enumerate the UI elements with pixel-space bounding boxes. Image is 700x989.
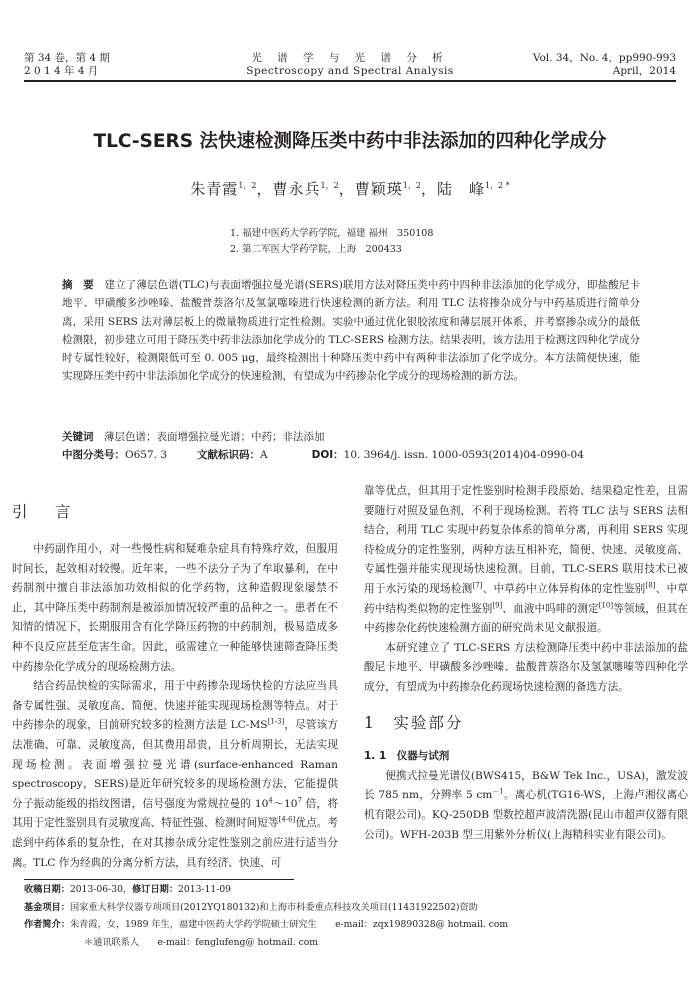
journal-name: [200, 52, 500, 78]
classification: [62, 446, 584, 464]
received-label: 收稿日期：: [24, 884, 70, 895]
affiliation-2: 2. 第二军医大学药学院，上海 200433: [230, 244, 402, 255]
affiliations: [230, 226, 433, 258]
citation: [4-6]: [278, 815, 296, 824]
text-run: 结合药品快检的实际需求，用于中药掺杂现场快检的方法应当具备专属性强、灵敏度高、简便、快速并能实现现场检测等特点。对于中药掺杂的现象，目前研究较多的检测方法是 LC-MS: [12, 680, 338, 732]
section-title: 实验部分: [393, 713, 464, 732]
abstract-label: 摘 要: [62, 279, 94, 291]
intro-paragraph-4: 本研究建立了 TLC-SERS 方法检测降压类中药中非法添加的盐酸尼卡地平、甲磺酸多沙唑嗪、盐酸普萘洛尔及氢氯噻嗪等四种化学成分，有望成为中药掺杂化药现场快速检测的备选方法。: [364, 641, 688, 693]
exponent: 7: [297, 796, 302, 805]
author-affiliation-mark: 1，2: [238, 181, 257, 190]
footnote-author-bio: [24, 916, 508, 934]
date-en: April，2014: [612, 65, 676, 77]
footnotes: [24, 881, 508, 951]
section-heading-experimental: [364, 714, 688, 734]
text-run: 优点。考虑到中药体系的复杂性，在对其掺杂成分定性鉴别之前应进行适当分离。TLC 作为经典的分离分析方法，具有经济、快速、可: [12, 817, 339, 869]
instruments-paragraph: [364, 767, 688, 845]
text-run: 便携式拉曼光谱仪(BWS415，B&W Tek Inc.，USA)，激发波长 785 nm，分辨率 5 cm: [364, 769, 688, 802]
footnote-dates: [24, 881, 508, 899]
intro-paragraph-3: [364, 482, 688, 639]
text-run: 倍，将其用于定性鉴别具有灵敏度高、特征性强、检测时间短等: [12, 797, 338, 830]
revised-date: 2013-11-09: [178, 884, 232, 895]
text-run: 、中草药中立体异构体的定性鉴别: [482, 582, 646, 595]
doc-code-label: 文献标识码：: [197, 449, 261, 461]
journal-volume-issue: [24, 52, 110, 78]
author-name: 曹颖瑛: [354, 180, 403, 198]
subsection-number: 1. 1: [364, 750, 387, 763]
header-rule: [24, 80, 676, 82]
journal-name-en: Spectroscopy and Spectral Analysis: [246, 65, 454, 77]
citation: [10]: [598, 601, 614, 610]
journal-pages: [533, 52, 676, 78]
intro-paragraph-1: 中药副作用小，对一些慢性病和疑难杂症具有特殊疗效，但服用时间长，起效相对较慢。近年来，一些不法分子为了牟取暴利，在中药制剂中擅自非法添加功效相似的化学药物，这种造假现象屡禁不止，其中降压类中药制剂是被添加情况较严重的品种之一。患者在不知情的情况下，长期服用含有化学降压药物的中药制剂，极易造成多种不良反应甚至危害生命。因此，亟需建立一种能够快速筛查降压类中药掺杂化学成分的现场检测方法。: [12, 543, 338, 673]
date-cn: 2 0 1 4 年 4 月: [24, 65, 99, 77]
left-column: [12, 540, 338, 873]
text-run: 。离心机(TG16-WS，上海卢湘仪离心机有限公司)。KQ-250DB 型数控超声波清洗器(昆山市超声仪器有限公司)。WFH-203B 型三用紫外分析仪(上海精科实业有限公司)。: [364, 789, 688, 841]
text-run: ～10: [272, 797, 298, 810]
author-name: 朱青霞: [190, 180, 239, 198]
footnote-rule: [24, 879, 294, 880]
doi-value: 10. 3964/j. issn. 1000-0593(2014)04-0990-04: [343, 449, 584, 461]
author-name: 曹永兵: [272, 180, 321, 198]
bio-text: 朱青霞，女，1989 年生，福建中医药大学药学院硕士研究生 e-mail：zqx19890328@ hotmail. com: [69, 919, 509, 930]
exponent: 4: [268, 796, 273, 805]
footnote-corresponding: ＊通讯联系人 e-mail：fenglufeng@ hotmail. com: [84, 936, 318, 948]
abstract: [62, 276, 640, 386]
text-run: 靠等优点，但其用于定性鉴别时检测手段原始、结果稳定性差，且需要随行对照及显色剂，不利于现场检测。若将 TLC 法与 SERS 法相结合，利用 TLC 实现中药复杂体系的简单分离，再利用 SERS 实现待检成分的定性鉴别，两种方法互相补充，简便、快速、灵敏度高、专属性强并能实现现场快速检测。目前，TLC-SERS 联用技术已被用于水污染的现场检测: [364, 485, 688, 595]
funding-text: 国家重大科学仪器专项项目(2012YQ180132)和上海市科委重点科技攻关项目(11431922502)资助: [69, 901, 478, 913]
bio-label: 作者简介：: [24, 919, 70, 930]
citation: [7]: [472, 581, 483, 590]
received-date: 2013-06-30，: [69, 884, 133, 895]
affiliation-1: 1. 福建中医药大学药学院，福建 福州 350108: [230, 228, 434, 239]
volume-pages-en: Vol. 34，No. 4，pp990-993: [532, 52, 676, 64]
citation: [9]: [492, 601, 503, 610]
revised-label: 修订日期：: [132, 884, 179, 895]
doi-label: DOI：: [311, 449, 344, 461]
citation: [8]: [645, 581, 656, 590]
subsection-title: 仪器与试剂: [396, 750, 450, 763]
paper-title: TLC-SERS 法快速检测降压类中药中非法添加的四种化学成分: [93, 131, 607, 152]
keywords-text: 薄层色谱；表面增强拉曼光谱；中药；非法添加: [104, 431, 325, 443]
doc-code-value: A: [260, 449, 268, 461]
text-run: 等领域，但其在中药掺杂化药快速检测方面的研究尚未见文献报道。: [364, 602, 689, 635]
author-affiliation-mark: 1，2: [402, 181, 421, 190]
section-number: 1: [364, 713, 376, 732]
exponent: －1: [492, 787, 504, 796]
author-list: 朱青霞$^{1,2}$，曹永兵$^{1,2}$，曹颖瑛$^{1,2}$，陆 峰$^{1,2 *}$: [190, 180, 510, 198]
author-name: 陆 峰: [436, 180, 485, 198]
clc-label: 中图分类号：: [62, 449, 125, 461]
right-column: [364, 482, 688, 845]
intro-paragraph-2: [12, 677, 338, 873]
subsection-heading: [364, 747, 688, 767]
author-affiliation-mark: 1，2: [320, 181, 339, 190]
text-run: ，尽管该方法准确、可靠、灵敏度高，但其费用昂贵，且分析周期长，无法实现现场检测。表面增强拉曼光谱(surface-enhanced Raman spectroscopy，SERS)是近年研究较多的现场检测方法，它能提供分子振动能级的指纹图谱，信号强度为常规拉曼的 10: [12, 719, 338, 810]
volume-issue-cn: 第 34 卷，第 4 期: [24, 52, 110, 64]
abstract-text: 建立了薄层色谱(TLC)与表面增强拉曼光谱(SERS)联用方法对降压类中药中四种非法添加的化学成分，即盐酸尼卡地平、甲磺酸多沙唑嗪、盐酸普萘洛尔及氢氯噻嗪进行快速检测的新方法。利用 TLC 法将掺杂成分与中药基质进行简单分离，采用 SERS 法对薄层板上的微量物质进行定性检测。实验中通过优化银胶浓度和薄层展开体系，并考察掺杂成分的最低检测限，初步建立可用于降压类中药非法添加化学成分的 TLC-SERS 检测方法。结果表明，该方法用于检测这四种化学成分时专属性较好，检测限低可至 0. 005 μg，最终检测出十种降压类中药中有两种非法添加了化学成分。本方法简便快速，能实现降压类中药中非法添加化学成分的快速检测，有望成为中药掺杂化学成分的现场检测的新方法。: [62, 279, 641, 383]
footnote-funding: [24, 899, 508, 917]
journal-name-cn: 光 谱 学 与 光 谱 分 析: [251, 52, 449, 64]
keywords-label: 关键词: [62, 431, 94, 443]
text-run: 、血液中吗啡的测定: [502, 602, 599, 615]
author-affiliation-mark: 1，2 *: [484, 181, 510, 190]
clc-value: O657. 3: [125, 449, 168, 461]
keywords: [62, 428, 325, 446]
text-run: 、中草药中结构类似物的定性鉴别: [364, 582, 689, 615]
citation: [1-3]: [267, 717, 285, 726]
section-heading-intro: 引 言: [12, 503, 77, 521]
funding-label: 基金项目：: [24, 901, 70, 913]
